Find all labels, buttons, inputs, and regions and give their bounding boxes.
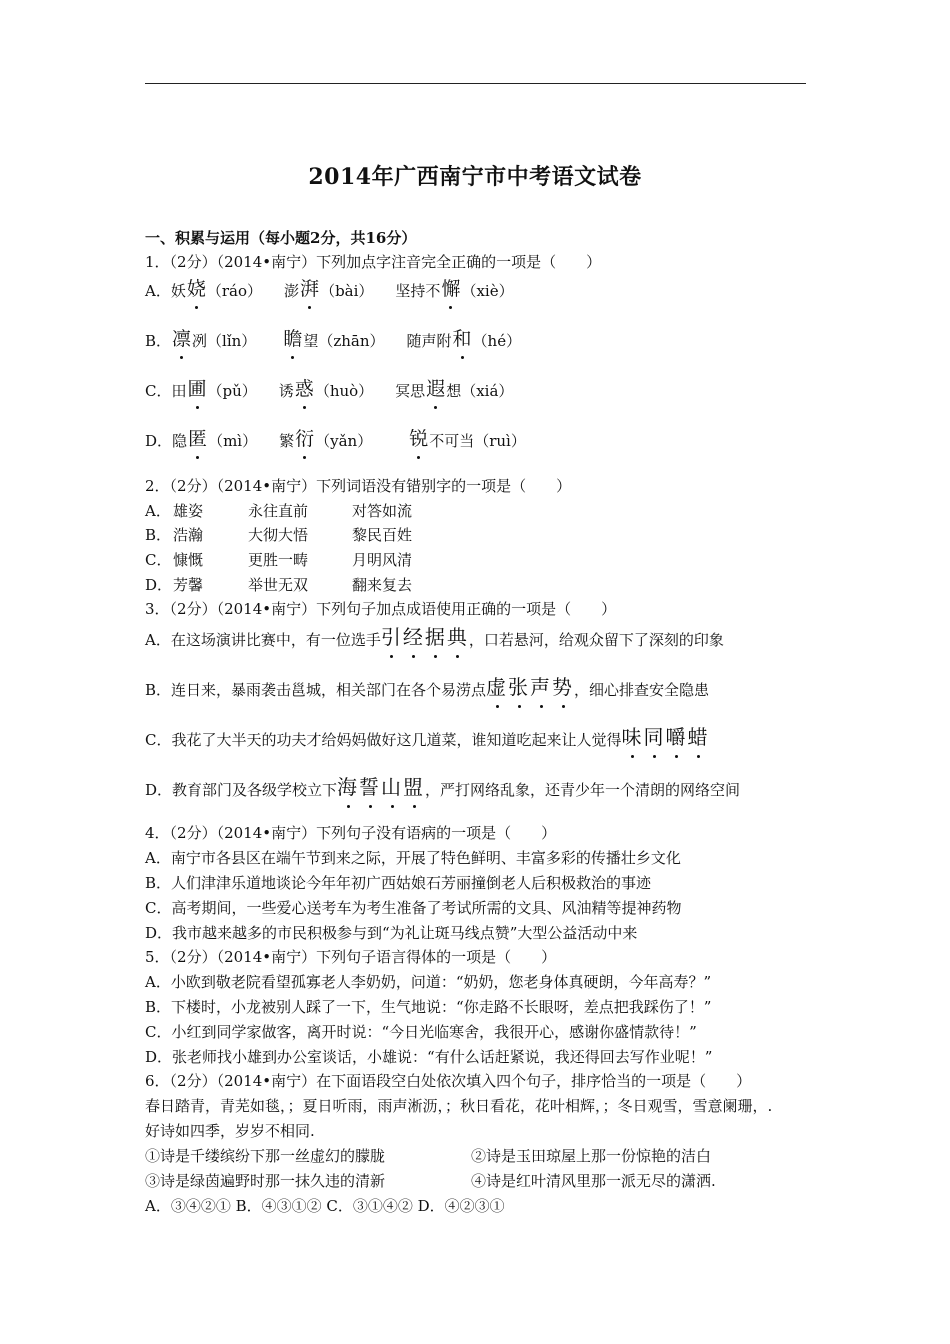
q6-paragraph-end: 好诗如四季，岁岁不相同. bbox=[145, 1122, 315, 1140]
dotted-char: 和 bbox=[452, 328, 472, 350]
dotted-char: 惑 bbox=[294, 378, 314, 400]
q2-option-b: B． 浩瀚 大彻大悟 黎民百姓 bbox=[145, 526, 413, 544]
q2-option-d: D．芳馨 举世无双 翻来复去 bbox=[145, 576, 413, 594]
q3-stem: 3．（2分）（2014•南宁）下列句子加点成语使用正确的一项是（ ） bbox=[145, 600, 617, 618]
dotted-char: 凛 bbox=[172, 328, 192, 350]
q3-option-c: C．我花了大半天的功夫才给妈妈做好这几道菜，谁知道吃起来让人觉得 味同嚼蜡 bbox=[145, 725, 710, 749]
dotted-char: 锐 bbox=[409, 428, 429, 450]
dotted-char: 懈 bbox=[441, 278, 461, 300]
dotted-char: 圃 bbox=[187, 378, 207, 400]
dotted-idiom: 味同嚼蜡 bbox=[621, 725, 710, 749]
dotted-char: 匿 bbox=[188, 428, 208, 450]
q6-stem: 6．（2分）（2014•南宁）在下面语段空白处依次填入四个句子，排序恰当的一项是（ ） bbox=[145, 1072, 752, 1090]
q6-answer-options: A．③④②① B．④③①② C．③①④② D．④②③① bbox=[145, 1197, 505, 1215]
q5-option-d: D．张老师找小雄到办公室谈话，小雄说：“有什么话赶紧说，我还得回去写作业呢！” bbox=[145, 1048, 713, 1066]
q2-option-c: C． 慷慨 更胜一畴 月明风清 bbox=[145, 551, 413, 569]
q4-option-b: B．人们津津乐道地谈论今年年初广西姑娘石芳丽撞倒老人后积极救治的事迹 bbox=[145, 874, 652, 892]
dotted-char: 遐 bbox=[426, 378, 446, 400]
dotted-idiom: 虚张声势 bbox=[486, 675, 575, 699]
q3-option-b: B．连日来，暴雨袭击邕城，相关部门在各个易涝点 虚张声势 ，细心排查安全隐患 bbox=[145, 675, 710, 699]
dotted-char: 湃 bbox=[300, 278, 320, 300]
header-rule bbox=[145, 83, 806, 84]
dotted-idiom: 引经据典 bbox=[380, 625, 469, 649]
q6-sentences-row1: ①诗是千缕缤纷下那一丝虚幻的朦胧 ②诗是玉田琼屋上那一份惊艳的洁白 bbox=[145, 1147, 712, 1165]
q5-option-c: C．小红到同学家做客，离开时说：“今日光临寒舍，我很开心，感谢你盛情款待！” bbox=[145, 1023, 697, 1041]
q3-option-a: A．在这场演讲比赛中，有一位选手 引经据典 ，口若悬河，给观众留下了深刻的印象 bbox=[145, 625, 724, 649]
dotted-char: 瞻 bbox=[283, 328, 303, 350]
section-heading: 一、积累与运用（每小题2分，共16分） bbox=[145, 229, 417, 247]
q3-option-d: D．教育部门及各级学校立下 海誓山盟 ，严打网络乱象，还青少年一个清朗的网络空间 bbox=[145, 775, 741, 799]
q2-stem: 2．（2分）（2014•南宁）下列词语没有错别字的一项是（ ） bbox=[145, 477, 572, 495]
q1-option-b: B． 凛 冽（lǐn） 瞻 望（zhān） 随声附 和 （hé） bbox=[145, 328, 522, 350]
dotted-char: 娆 bbox=[186, 278, 206, 300]
q4-option-c: C．高考期间，一些爱心送考车为考生准备了考试所需的文具、风油精等提神药物 bbox=[145, 899, 682, 917]
q5-option-a: A．小欧到敬老院看望孤寡老人李奶奶，问道：“奶奶，您老身体真硬朗，今年高寿？” bbox=[145, 973, 712, 991]
q4-option-d: D．我市越来越多的市民积极参与到“为礼让斑马线点赞”大型公益活动中来 bbox=[145, 924, 638, 942]
q1-option-a: A． 妖 娆 （ráo） 澎 湃 （bài） 坚持不 懈 （xiè） bbox=[145, 278, 514, 300]
q1-option-c: C． 田 圃 （pǔ） 诱 惑 （huò） 冥思 遐 想（xiá） bbox=[145, 378, 514, 400]
q6-paragraph: 春日踏青，青芜如毯，；夏日听雨，雨声淅沥，；秋日看花，花叶相辉，；冬日观雪，雪意阑珊，. bbox=[145, 1097, 773, 1115]
q1-option-d: D． 隐 匿 （mì） 繁 衍 （yǎn） 锐 不可当（ruì） bbox=[145, 428, 526, 450]
q5-option-b: B．下楼时，小龙被别人踩了一下，生气地说：“你走路不长眼呀，差点把我踩伤了！” bbox=[145, 998, 712, 1016]
q4-stem: 4．（2分）（2014•南宁）下列句子没有语病的一项是（ ） bbox=[145, 824, 557, 842]
dotted-char: 衍 bbox=[295, 428, 315, 450]
q4-option-a: A．南宁市各县区在端午节到来之际，开展了特色鲜明、丰富多彩的传播壮乡文化 bbox=[145, 849, 681, 867]
dotted-idiom: 海誓山盟 bbox=[337, 775, 426, 799]
q2-option-a: A． 雄姿 永往直前 对答如流 bbox=[145, 502, 413, 520]
q6-sentences-row2: ③诗是绿茵遍野时那一抹久违的清新 ④诗是红叶清风里那一派无尽的潇洒. bbox=[145, 1172, 716, 1190]
q5-stem: 5．（2分）（2014•南宁）下列句子语言得体的一项是（ ） bbox=[145, 948, 557, 966]
q1-stem: 1．（2分）（2014•南宁）下列加点字注音完全正确的一项是（ ） bbox=[145, 253, 602, 271]
page-title: 2014年广西南宁市中考语文试卷 bbox=[308, 164, 642, 190]
